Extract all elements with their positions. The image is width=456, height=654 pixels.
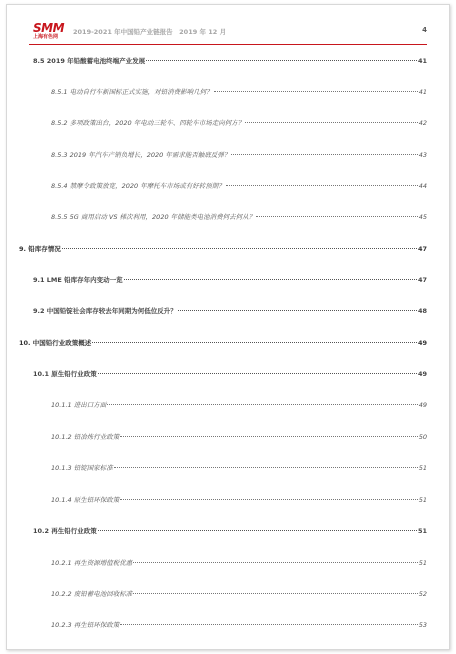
toc-entry-page: 41 [418,88,427,96]
toc-entry-page: 43 [418,151,427,159]
toc-entry-page: 45 [418,213,427,221]
toc-entry[interactable] [33,526,427,535]
smm-logo [33,22,63,42]
toc-leader [98,373,417,374]
document-page [6,4,450,650]
toc-entry[interactable] [51,181,427,190]
toc-entry[interactable] [51,589,427,598]
toc-entry-page: 44 [418,182,427,190]
toc-entry-page: 49 [417,339,427,347]
toc-leader [98,530,417,531]
toc-entry[interactable] [51,150,427,159]
toc-entry[interactable] [33,56,427,65]
toc-entry[interactable] [51,87,427,96]
toc-entry-title: 9.2 中国铅锭社会库存较去年同期为何低位反升？ [33,307,177,315]
toc-entry[interactable] [51,118,427,127]
toc-entry[interactable] [33,369,427,378]
toc-entry-page: 49 [418,401,427,409]
toc-leader [178,310,417,311]
toc-entry-title: 8.5.4 禁摩令政策放宽，2020 年摩托车市场或有好转预期？ [51,182,225,190]
toc-entry-page: 50 [418,433,427,441]
toc-entry-title: 8.5.1 电动自行车新国标正式实施，对铅消费影响几何？ [51,88,213,96]
toc-leader [92,342,417,343]
toc-leader [226,185,418,186]
toc-entry-title: 9.1 LME 铅库存年内变动一览 [33,276,123,284]
toc-leader [124,279,417,280]
toc-entry-title: 8.5.5 5G 商用启动 VS 梯次利用，2020 年储能类电池消费何去何从？ [51,213,256,221]
page-number: 4 [422,26,427,34]
toc-entry-title: 9. 铅库存情况 [19,245,61,253]
page-header [7,5,449,45]
toc-entry-title: 8.5.2 多项政策出台，2020 年电动三轮车、四轮车市场走向何方？ [51,119,245,127]
toc-entry[interactable] [19,244,427,253]
toc-leader [133,593,417,594]
toc-entry[interactable] [51,400,427,409]
toc-entry-title: 10.1.2 铅冶炼行业政策 [51,433,120,441]
toc-entry[interactable] [51,432,427,441]
toc-leader [146,60,417,61]
toc-entry-title: 10.2.1 再生资源增值税优惠 [51,559,133,567]
toc-entry[interactable] [51,212,427,221]
toc-leader [231,154,417,155]
toc-entry-page: 53 [418,621,427,629]
toc-entry-page: 51 [417,527,427,535]
toc-entry-page: 51 [418,496,427,504]
toc-leader [214,91,418,92]
toc-entry[interactable] [33,306,427,315]
toc-entry-title: 10.2.3 再生铅环保政策 [51,621,120,629]
toc-entry-page: 51 [418,559,427,567]
toc-entry[interactable] [19,338,427,347]
toc-leader [62,248,417,249]
toc-entry-title: 10.2.2 废铅蓄电池回收标准 [51,590,133,598]
toc-leader [245,122,418,123]
toc-leader [120,624,417,625]
toc-entry-title: 10.2 再生铅行业政策 [33,527,97,535]
toc-entry-page: 49 [417,370,427,378]
header-divider [29,44,427,45]
toc-entry-page: 48 [417,307,427,315]
toc-entry-page: 47 [417,245,427,253]
toc-entry-title: 10. 中国铅行业政策概述 [19,339,92,347]
report-title: 2019-2021 年中国铅产业链报告 2019 年 12 月 [73,28,227,36]
toc-entry-title: 8.5 2019 年铅酸蓄电池终端产业发展 [33,57,146,65]
toc-entry-title: 10.1.4 原生铅环保政策 [51,496,120,504]
toc-entry-page: 42 [418,119,427,127]
toc-entry-title: 10.1.1 进出口方面 [51,401,107,409]
toc-entry-page: 47 [417,276,427,284]
toc-entry[interactable] [51,495,427,504]
toc-entry-title: 10.1 原生铅行业政策 [33,370,97,378]
toc-entry[interactable] [51,463,427,472]
toc-entry-page: 51 [418,464,427,472]
toc-leader [256,216,418,217]
toc-entry[interactable] [51,620,427,629]
toc-leader [133,562,417,563]
toc-entry[interactable] [33,275,427,284]
logo-text: SMM [33,21,65,35]
logo-subtext: 上海有色网 [33,34,59,40]
toc-leader [107,404,417,405]
toc-entry-title: 10.1.3 铅锭国家标准 [51,464,113,472]
toc-entry-title: 8.5.3 2019 年汽车产销负增长，2020 年需求能否触底反弹？ [51,151,231,159]
toc-leader [114,467,418,468]
toc-entry-page: 52 [418,590,427,598]
toc-leader [120,436,417,437]
toc-leader [120,499,417,500]
toc-entry[interactable] [51,558,427,567]
toc-entry-page: 41 [417,57,427,65]
